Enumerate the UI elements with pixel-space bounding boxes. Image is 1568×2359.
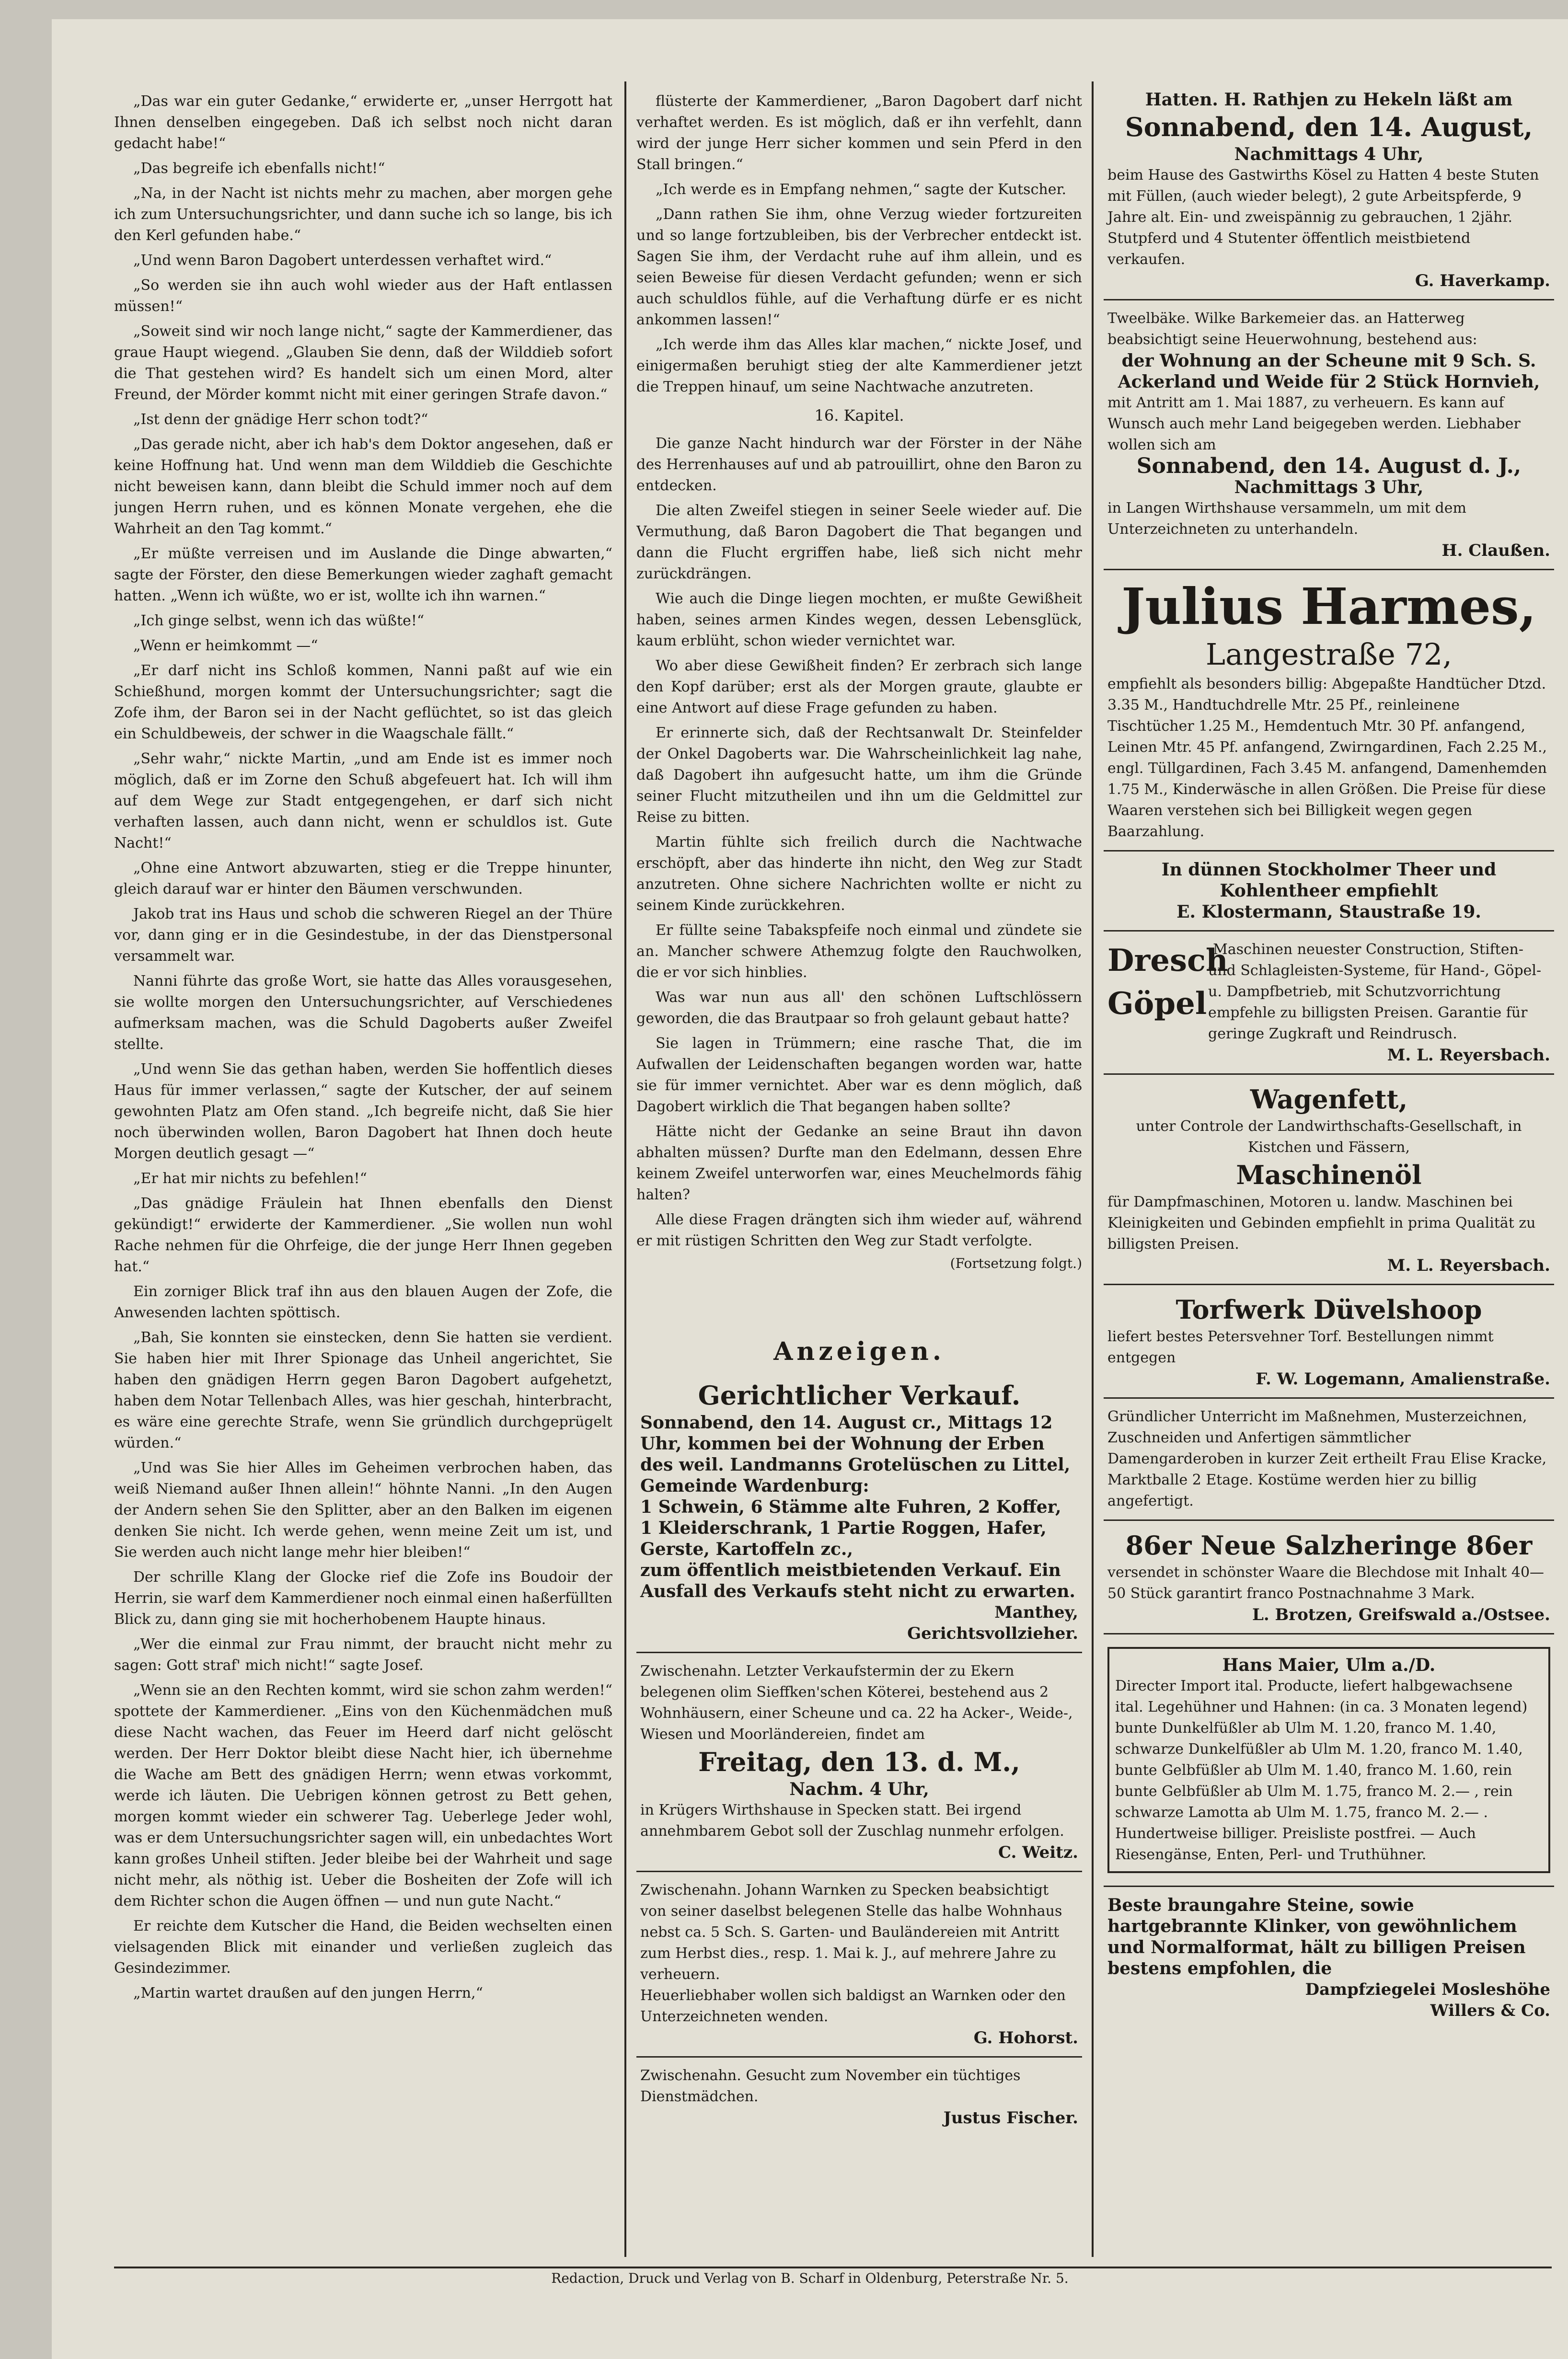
story-paragraph: „Dann rathen Sie ihm, ohne Verzug wieder fortzureiten und so lange fortzubleiben, bis der Verbrecher entdeckt ist. Sagen Sie ihm, der Verdacht ruhe auf ihm allein, und es seien Beweise für diesen Verdacht gefunden; wenn er sich auch schuldlos fühle, auf die Verhaftung dürfe er es nicht ankommen lassen!“ xyxy=(636,206,1082,328)
zw3-body: Zwischenahn. Gesucht zum November ein tüchtiges Dienstmädchen. xyxy=(640,2067,1021,2105)
torf-ad xyxy=(1104,1285,1554,1399)
ads-right-column xyxy=(1104,81,1554,2267)
story-column-1 xyxy=(114,91,612,2267)
story-paragraph: „Na, in der Nacht ist nichts mehr zu machen, aber morgen gehe ich zum Untersuchungsrichter, und dann suche ich so lange, bis ich den Kerl gefunden habe.“ xyxy=(114,185,612,244)
story-paragraph: „Und was Sie hier Alles im Geheimen verbrochen haben, das weiß Niemand außer Ihnen allein!“ höhnte Nanni. „In den Augen der Andern sehen Sie den Splitter, aber an den Balken im eigenen denken Sie nicht. Ich werde gehen, wenn meine Zeit um ist, und Sie werden auch nicht lange mehr hier bleiben!“ xyxy=(114,1460,612,1561)
hering-body: versendet in schönster Waare die Blechdose mit Inhalt 40—50 Stück garantirt franco Postnachnahme 3 Mark. xyxy=(1107,1564,1545,1602)
story-paragraph: „Ist denn der gnädige Herr schon todt?“ xyxy=(133,411,428,428)
harmes-body: empfiehlt als besonders billig: Abgepaßte Handtücher Dtzd. 3.35 M., Handtuchdrelle Mtr. 25 Pf., reinleinene Tischtücher 1.25 M., Hemdentuch Mtr. 30 Pf. anfangend, Leinen Mtr. 45 Pf. anfangend, Zwirngardinen, Fach 2.25 M., engl. Tüllgardinen, Fach 3.45 M. anfangend, Damenhemden 1.75 M., Kinderwäsche in allen Größen. Die Preise für diese Waaren verstehen sich bei Billigkeit wegen gegen Baarzahlung. xyxy=(1107,676,1547,840)
tweel-sig: H. Claußen. xyxy=(1441,541,1550,560)
story-paragraph: „Und wenn Baron Dagobert unterdessen verhaftet wird.“ xyxy=(133,252,552,269)
unterricht-ad xyxy=(1104,1399,1554,1521)
theer-body: In dünnen Stockholmer Theer und Kohlentheer empfiehlt xyxy=(1161,860,1497,901)
story-paragraph: „Wenn er heimkommt —“ xyxy=(133,637,318,654)
steine-sig1: Dampfziegelei Mosleshöhe xyxy=(1305,1980,1550,1999)
column-divider-2 xyxy=(1092,81,1094,2257)
steine-sig2: Willers & Co. xyxy=(1430,2001,1550,2020)
theer-sig: E. Klostermann, Staustraße 19. xyxy=(1176,902,1481,922)
story-paragraph: Wie auch die Dinge liegen mochten, er mußte Gewißheit haben, seines armen Kindes wegen, dessen Lebensglück, kaum erblüht, schon wieder vernichtet war. xyxy=(636,590,1082,649)
hering-sig: L. Brotzen, Greifswald a./Ostsee. xyxy=(1252,1605,1550,1624)
wagen-title2: Maschinenöl xyxy=(1236,1160,1422,1190)
unterricht-body: Gründlicher Unterricht im Maßnehmen, Musterzeichnen, Zuschneiden und Anfertigen sämmtlicher Damengarderoben in kurzer Zeit ertheilt Frau Elise Kracke, Marktballe 2 Etage. Kostüme werden hier zu billig angefertigt. xyxy=(1107,1408,1547,1509)
story-paragraph: Er reichte dem Kutscher die Hand, die Beiden wechselten einen vielsagenden Blick mit einander und verließen zugleich das Gesindezimmer. xyxy=(114,1918,612,1977)
torf-title: Torfwerk Düvelshoop xyxy=(1176,1294,1482,1325)
story-paragraph: Er füllte seine Tabakspfeife noch einmal und zündete sie an. Mancher schwere Athemzug folgte den Rauchwolken, die er vor sich hinblies. xyxy=(636,922,1082,981)
zw2-body: Zwischenahn. Johann Warnken zu Specken beabsichtigt von seiner daselbst belegenen Stelle das halbe Wohnhaus nebst ca. 5 Sch. S. Garten- und Bauländereien mit Antritt zum Herbst dies., resp. 1. Mai k. J., auf mehrere Jahre zu verheuern. xyxy=(640,1882,1062,1983)
tweel-time: Nachmittags 3 Uhr, xyxy=(1234,477,1424,497)
column-divider-1 xyxy=(624,81,626,2257)
story-paragraph: „Wenn sie an den Rechten kommt, wird sie schon zahm werden!“ spottete der Kammerdiener. „Eins von den Küchenmädchen muß diese Nacht wachen, das Feuer im Heerd darf nicht gelöscht werden. Der Herr Doktor bleibt diese Nacht hier, ich übernehme die Wache am Bett des gnädigen Herrn; wenn etwas vorkommt, werde ich läuten. Die Uebrigen können getrost zu Bett gehen, morgen kommt wieder ein schwerer Tag. Ueberlege Jeder wohl, was er dem Untersuchungsrichter sagen will, ein unbedachtes Wort kann großes Unheil stiften. Jeder bleibe bei der Wahrheit und sage nicht mehr, als nöthig ist. Ueber die Bosheiten der Zofe will ich dem Richter schon die Augen öffnen — und nun gute Nacht.“ xyxy=(114,1682,612,1910)
story-paragraph: flüsterte der Kammerdiener, „Baron Dagobert darf nicht verhaftet werden. Es ist möglich, daß er ihn verfehlt, dann wird der junge Herr sicher kommen und sein Pferd in den Stall bringen.“ xyxy=(636,93,1082,173)
gericht-ad xyxy=(636,1371,1082,1653)
hatten-ad xyxy=(1104,81,1554,300)
story-paragraph: „Sehr wahr,“ nickte Martin, „und am Ende ist es immer noch möglich, daß er im Zorne den Schuß abgefeuert hat. Ich will ihm auf dem Wege zur Stadt entgegengehen, er darf sich nicht verhaften lassen, auch dann nicht, wenn er schuldlos ist. Gute Nacht!“ xyxy=(114,750,612,852)
ads-middle-column xyxy=(636,1323,1082,2271)
dresch-word: Dresch xyxy=(1107,943,1228,978)
zw3-sig: Justus Fischer. xyxy=(943,2108,1078,2128)
zw1-tail: in Krügers Wirthshause in Specken statt. Bei irgend annehmbarem Gebot soll der Zuschlag nunmehr erfolgen. xyxy=(640,1802,1064,1840)
newspaper-page xyxy=(52,19,1568,2359)
story-paragraph: Wo aber diese Gewißheit finden? Er zerbrach sich lange den Kopf darüber; erst als der Morgen graute, glaubte er eine Antwort auf diese Frage gefunden zu haben. xyxy=(636,657,1082,716)
maier-box xyxy=(1107,1647,1550,1873)
story-paragraph: Ein zorniger Blick traf ihn aus den blauen Augen der Zofe, die Anwesenden lachten spöttisch. xyxy=(114,1283,612,1321)
theer-ad xyxy=(1104,852,1554,932)
torf-body: liefert bestes Petersvehner Torf. Bestellungen nimmt entgegen xyxy=(1107,1328,1494,1366)
harmes-name: Julius Harmes, xyxy=(1121,577,1536,636)
dresch-body: -Maschinen neuester Construction, Stiften- und Schlagleisten-Systeme, für Hand-, Göpel- u. Dampfbetrieb, mit Schutzvorrichtung empfehle zu billigsten Preisen. Garantie für geringe Zugkraft und Reindrusch. xyxy=(1208,941,1542,1042)
story-paragraph: „Er darf nicht ins Schloß kommen, Nanni paßt auf wie ein Schießhund, morgen kommt der Untersuchungsrichter; sagt die Zofe ihm, der Baron sei in der Nacht geflüchtet, so ist das gleich ein Schuldbeweis, der schwer in die Waagschale fällt.“ xyxy=(114,662,612,742)
hatten-time: Nachmittags 4 Uhr, xyxy=(1234,144,1424,164)
zw1-date: Freitag, den 13. d. M., xyxy=(698,1747,1020,1777)
story-paragraph: Jakob trat ins Haus und schob die schweren Riegel an der Thüre vor, dann ging er in die Gesindestube, in der das Dienstpersonal versammelt war. xyxy=(114,906,612,965)
story-paragraph: „Das gnädige Fräulein hat Ihnen ebenfalls den Dienst gekündigt!“ erwiderte der Kammerdiener. „Sie wollen nun wohl Rache nehmen für die Ohrfeige, die der junge Herr Ihnen gegeben hat.“ xyxy=(114,1195,612,1275)
hatten-sig: G. Haverkamp. xyxy=(1415,271,1550,290)
maier-ad xyxy=(1104,1634,1554,1887)
story-paragraph: „Wer die einmal zur Frau nimmt, der braucht nicht mehr zu sagen: Gott straf' mich nicht!“ sagte Josef. xyxy=(114,1636,612,1674)
story-paragraph: „Und wenn Sie das gethan haben, werden Sie hoffentlich dieses Haus für immer verlassen,“ sagte der Kutscher, der auf seinem gewohnten Platz am Ofen stand. „Ich begreife nicht, daß Sie hier noch überwinden wollen, Baron Dagobert hat Ihnen doch heute Morgen deutlich gesagt —“ xyxy=(114,1061,612,1162)
zw1-body: Zwischenahn. Letzter Verkaufstermin der zu Ekern belegenen olim Sieffken'schen Köterei, bestehend aus 2 Wohnhäusern, einer Scheune und ca. 22 ha Acker-, Weide-, Wiesen und Moorländereien, findet am xyxy=(640,1663,1073,1743)
gericht-items: 1 Schwein, 6 Stämme alte Fuhren, 2 Koffer, 1 Kleiderschrank, 1 Partie Roggen, Hafer, Gerste, Kartoffeln zc., xyxy=(640,1497,1061,1559)
gericht-sig1: Manthey, xyxy=(994,1603,1078,1622)
imprint-footer: Redaction, Druck und Verlag von B. Scharf in Oldenburg, Peterstraße Nr. 5. xyxy=(551,2270,1069,2286)
story-paragraph: Die ganze Nacht hindurch war der Förster in der Nähe des Herrenhauses auf und ab patrouillirt, ohne den Baron zu entdecken. xyxy=(636,435,1082,494)
story-paragraph: Die alten Zweifel stiegen in seiner Seele wieder auf. Die Vermuthung, daß Baron Dagobert die That begangen und dann die Flucht ergriffen habe, ließ sich nicht mehr zurückdrängen. xyxy=(636,502,1082,582)
zwischenahn-ad-2 xyxy=(636,1872,1082,2058)
story-paragraph: Hätte nicht der Gedanke an seine Braut ihn davon abhalten müssen? Durfte man den Edelmann, dessen Ehre keinem Zweifel unterworfen war, eines Meuchelmords fähig halten? xyxy=(636,1123,1082,1203)
story-paragraph: „Soweit sind wir noch lange nicht,“ sagte der Kammerdiener, das graue Haupt wiegend. „Glauben Sie denn, daß der Wilddieb sofort die That gestehen wird? Es handelt sich um einen Mord, alter Freund, der Mörder kommt nicht mit einer geringen Strafe davon.“ xyxy=(114,323,612,403)
hatten-body: Hatten. H. Rathjen zu Hekeln läßt am xyxy=(1145,90,1513,110)
continuation-note: (Fortsetzung folgt.) xyxy=(950,1255,1082,1271)
steine-body: Beste braungahre Steine, sowie hartgebrannte Klinker, von gewöhnlichem und Normalformat, hält zu billigen Preisen bestens empfohlen, die xyxy=(1107,1895,1526,1979)
zwischenahn-ad-3 xyxy=(636,2058,1082,2136)
story-paragraph: Er erinnerte sich, daß der Rechtsanwalt Dr. Steinfelder der Onkel Dagoberts war. Die Wahrscheinlichkeit lag nahe, daß Dagobert ihn aufgesucht hatte, um ihm die Gründe seiner Flucht mitzutheilen und ihn um die Geldmittel zur Reise zu bitten. xyxy=(636,725,1082,826)
steine-ad xyxy=(1104,1887,1554,2029)
dresch-sig: M. L. Reyersbach. xyxy=(1387,1046,1550,1065)
chapter-heading: 16. Kapitel. xyxy=(814,406,904,425)
story-paragraph: „Das begreife ich ebenfalls nicht!“ xyxy=(133,160,385,177)
zw2-tail: Heuerliebhaber wollen sich baldigst an Warnken oder den Unterzeichneten wenden. xyxy=(640,1987,1066,2025)
wagenfett-ad xyxy=(1104,1075,1554,1285)
wagen-body: unter Controle der Landwirthschafts-Gesellschaft, in Kistchen und Fässern, xyxy=(1136,1118,1522,1156)
tweelbaeke-ad xyxy=(1104,300,1554,570)
story-paragraph: „Ich ginge selbst, wenn ich das wüßte!“ xyxy=(133,612,425,629)
story-paragraph: „Das gerade nicht, aber ich hab's dem Doktor angesehen, daß er keine Hoffnung hat. Und wenn man dem Wilddieb die Geschichte nicht beweisen kann, dann bleibt die Schuld immer noch auf dem jungen Herrn ruhen, und es können Monate vergehen, ehe die Wahrheit an den Tag kommt.“ xyxy=(114,436,612,537)
wagen-sig: M. L. Reyersbach. xyxy=(1387,1256,1550,1275)
hering-title: 86er Neue Salzheringe 86er xyxy=(1125,1530,1533,1561)
harmes-addr: Langestraße 72, xyxy=(1205,637,1453,672)
gericht-sig2: Gerichtsvollzieher. xyxy=(907,1624,1078,1643)
story-paragraph: Was war nun aus all' den schönen Luftschlössern geworden, die das Brautpaar so froh gelaunt gebaut hatte? xyxy=(636,989,1082,1027)
zw2-sig: G. Hohorst. xyxy=(973,2028,1078,2048)
story-paragraph: „Er hat mir nichts zu befehlen!“ xyxy=(133,1170,367,1187)
maier-body: Directer Import ital. Producte, liefert halbgewachsene ital. Legehühner und Hahnen: (in ca. 3 Monaten legend) bunte Dunkelfüßler ab Ulm M. 1.20, franco M. 1.40, schwarze Dunkelfüßler ab Ulm M. 1.20, franco M. 1.40, bunte Gelbfüßler ab Ulm M. 1.40, franco M. 1.60, rein bunte Gelbfüßler ab Ulm M. 1.75, franco M. 2.— , rein schwarze Lamotta ab Ulm M. 1.75, franco M. 2.— . Hundertweise billiger. Preisliste postfrei. — Auch Riesengänse, Enten, Perl- und Truthühner. xyxy=(1115,1678,1528,1863)
goepel-word: Göpel xyxy=(1107,986,1207,1022)
story-column-2 xyxy=(636,91,1082,1318)
story-paragraph: „Martin wartet draußen auf den jungen Herrn,“ xyxy=(133,1985,483,2002)
tweel-date: Sonnabend, den 14. August d. J., xyxy=(1136,454,1522,478)
story-paragraph: „Ich werde es in Empfang nehmen,“ sagte der Kutscher. xyxy=(656,181,1067,198)
zwischenahn-ad-1 xyxy=(636,1653,1082,1872)
gericht-tail: zum öffentlich meistbietenden Verkauf. Ein Ausfall des Verkaufs steht nicht zu erwarten. xyxy=(640,1560,1075,1601)
gericht-body: Sonnabend, den 14. August cr., Mittags 12 Uhr, kommen bei der Wohnung der Erben des weil. Landmanns Grotelüschen zu Littel, Gemeinde Wardenburg: xyxy=(640,1413,1071,1496)
zw1-time: Nachm. 4 Uhr, xyxy=(789,1779,929,1799)
footer-rule xyxy=(114,2267,1552,2268)
anzeigen-heading: Anzeigen. xyxy=(773,1337,945,1366)
story-paragraph: „So werden sie ihn auch wohl wieder aus der Haft entlassen müssen!“ xyxy=(114,277,612,315)
hering-ad xyxy=(1104,1521,1554,1634)
wagen-title: Wagenfett, xyxy=(1250,1084,1408,1115)
story-paragraph: Alle diese Fragen drängten sich ihm wieder auf, während er mit rüstigen Schritten den Weg zur Stadt verfolgte. xyxy=(636,1211,1082,1249)
tweel-items: der Wohnung an der Scheune mit 9 Sch. S. Ackerland und Weide für 2 Stück Hornvieh, xyxy=(1118,351,1540,392)
harmes-ad xyxy=(1104,570,1554,852)
maier-title: Hans Maier, Ulm a./D. xyxy=(1222,1655,1436,1675)
story-paragraph: „Er müßte verreisen und im Auslande die Dinge abwarten,“ sagte der Förster, den diese Bemerkungen wieder zaghaft gemacht hatten. „Wenn ich wüßte, wo er ist, wollte ich ihn warnen.“ xyxy=(114,545,612,604)
story-paragraph: „Bah, Sie konnten sie einstecken, denn Sie hatten sie verdient. Sie haben hier mit Ihrer Spionage das Unheil angerichtet, Sie haben den gnädigen Herrn gegen Baron Dagobert aufgehetzt, haben dem Notar Tellenbach Alles, was hier geschah, hinterbracht, es wäre eine gerechte Strafe, wenn Sie gründlich durchgeprügelt würden.“ xyxy=(114,1329,612,1451)
story-paragraph: „Ohne eine Antwort abzuwarten, stieg er die Treppe hinunter, gleich darauf war er hinter den Bäumen verschwunden. xyxy=(114,860,612,898)
tweel-place: in Langen Wirthshause versammeln, um mit dem Unterzeichneten zu unterhandeln. xyxy=(1107,500,1466,538)
story-paragraph: „Das war ein guter Gedanke,“ erwiderte er, „unser Herrgott hat Ihnen denselben eingegeben. Daß ich selbst noch nicht daran gedacht habe!“ xyxy=(114,93,612,152)
story-paragraph: Martin fühlte sich freilich durch die Nachtwache erschöpft, aber das hinderte ihn nicht, den Weg zur Stadt anzutreten. Ohne sichere Nachrichten wollte er nicht zu seinem Kinde zurückkehren. xyxy=(636,834,1082,914)
story-paragraph: Sie lagen in Trümmern; eine rasche That, die im Aufwallen der Leidenschaften begangen worden war, hatte sie für immer vernichtet. Aber war es denn möglich, daß Dagobert wirklich die That begangen haben sollte? xyxy=(636,1035,1082,1115)
story-paragraph: Der schrille Klang der Glocke rief die Zofe ins Boudoir der Herrin, sie warf dem Kammerdiener noch einmal einen haßerfüllten Blick zu, dann ging sie mit hocherhobenem Haupte hinaus. xyxy=(114,1569,612,1628)
tweel-tail: mit Antritt am 1. Mai 1887, zu verheuern. Es kann auf Wunsch auch mehr Land beigegeben werden. Liebhaber wollen sich am xyxy=(1107,394,1521,453)
story-paragraph: Nanni führte das große Wort, sie hatte das Alles vorausgesehen, sie wollte morgen den Untersuchungsrichter, auf Verschiedenes aufmerksam machen, was die Schuld Dagoberts außer Zweifel stellte. xyxy=(114,973,612,1053)
wagen-tail: für Dampfmaschinen, Motoren u. landw. Maschinen bei Kleinigkeiten und Gebinden empfiehlt in prima Qualität zu billigsten Preisen. xyxy=(1107,1194,1536,1253)
tweel-body: Tweelbäke. Wilke Barkemeier das. an Hatterweg beabsichtigt seine Heuerwohnung, bestehend aus: xyxy=(1107,310,1477,348)
hatten-date: Sonnabend, den 14. August, xyxy=(1125,112,1533,142)
zw1-sig: C. Weitz. xyxy=(998,1843,1078,1862)
dresch-ad xyxy=(1104,932,1554,1075)
torf-sig: F. W. Logemann, Amalienstraße. xyxy=(1256,1369,1550,1389)
gericht-title: Gerichtlicher Verkauf. xyxy=(698,1380,1021,1411)
story-paragraph: „Ich werde ihm das Alles klar machen,“ nickte Josef, und einigermaßen beruhigt stieg der alte Kammerdiener jetzt die Treppen hinauf, um seine Nachtwache anzutreten. xyxy=(636,336,1082,395)
hatten-items: beim Hause des Gastwirths Kösel zu Hatten 4 beste Stuten mit Füllen, (auch wieder belegt), 2 gute Arbeitspferde, 9 Jahre alt. Ein- und zweispännig zu gebrauchen, 1 2jähr. Stutpferd und 4 Stutenter öffentlich meistbietend verkaufen. xyxy=(1107,167,1539,268)
